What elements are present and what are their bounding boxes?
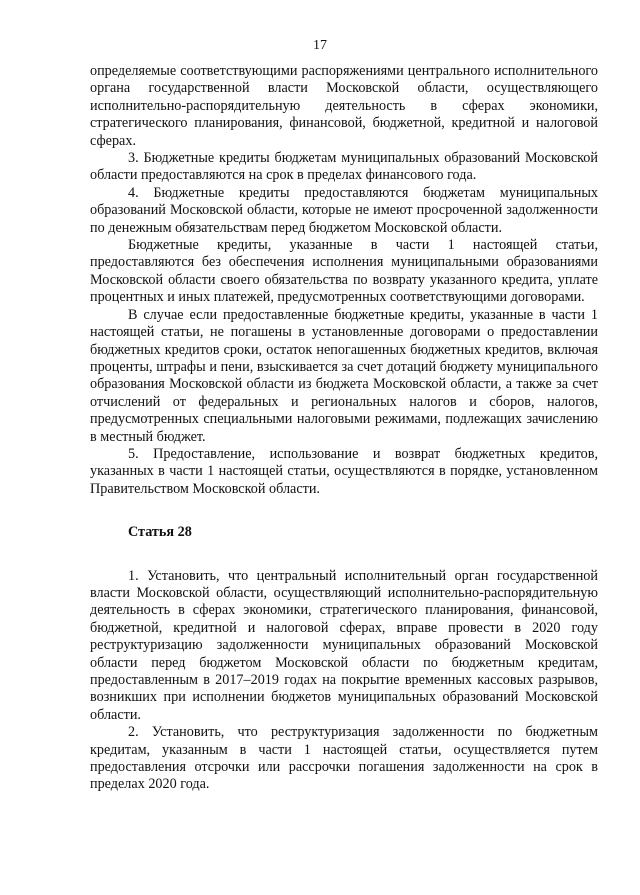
paragraph-clause-5: 5. Предоставление, использование и возврат бюджетных кредитов, указанных в части 1 настоящей статьи, осуществляются в порядке, установленном Правительством Московской области. [90, 445, 598, 497]
paragraph-article-28-clause-1: 1. Установить, что центральный исполнительный орган государственной власти Московской области, осуществляющий исполнительно-распорядительную деятельность в сферах экономики, стратегического планирования, финансовой, бюджетной, кредитной и налоговой сферах, вправе провести в 2020 году реструктуризацию задолженности муниципальных образований Московской области перед бюджетом Московской области по бюджетным кредитам, предоставленным в 2017–2019 годах на покрытие временных кассовых разрывов, возникших при исполнении бюджетов муниципальных образований Московской области. [90, 567, 598, 723]
paragraph-article-28-clause-2: 2. Установить, что реструктуризация задолженности по бюджетным кредитам, указанным в части 1 настоящей статьи, осуществляется путем предоставления отсрочки или рассрочки погашения задолженности на срок в пределах 2020 года. [90, 724, 598, 793]
article-title: Статья 28 [128, 524, 192, 541]
document-body [90, 63, 598, 794]
paragraph-clause-4: 4. Бюджетные кредиты предоставляются бюджетам муниципальных образований Московской области, которые не имеют просроченной задолженности по денежным обязательствам перед бюджетом Московской области. [90, 184, 598, 236]
paragraph-credits-no-security: Бюджетные кредиты, указанные в части 1 настоящей статьи, предоставляются без обеспечения исполнения муниципальными образованиями Московской области своего обязательства по возврату указанного кредита, уплате процентных и иных платежей, предусмотренных соответствующими договорами. [90, 237, 598, 306]
paragraph-continuation: определяемые соответствующими распоряжениями центрального исполнительного органа государственной власти Московской области, осуществляющего исполнительно-распорядительную деятельность в сферах экономики, стратегического планирования, финансовой, бюджетной, кредитной и налоговой сферах. [90, 63, 598, 149]
paragraph-unpaid-credits: В случае если предоставленные бюджетные кредиты, указанные в части 1 настоящей статьи, не погашены в установленные договорами о предоставлении бюджетных кредитов сроки, остаток непогашенных бюджетных кредитов, включая проценты, штрафы и пени, взыскивается за счет дотаций бюджету муниципального образования Московской области из бюджета Московской области, а также за счет отчислений от федеральных и региональных налогов и сборов, налогов, предусмотренных специальными налоговыми режимами, подлежащих зачислению в местный бюджет. [90, 306, 598, 445]
page-number: 17 [313, 38, 327, 53]
paragraph-clause-3: 3. Бюджетные кредиты бюджетам муниципальных образований Московской области предоставляются на срок в пределах финансового года. [90, 150, 598, 184]
